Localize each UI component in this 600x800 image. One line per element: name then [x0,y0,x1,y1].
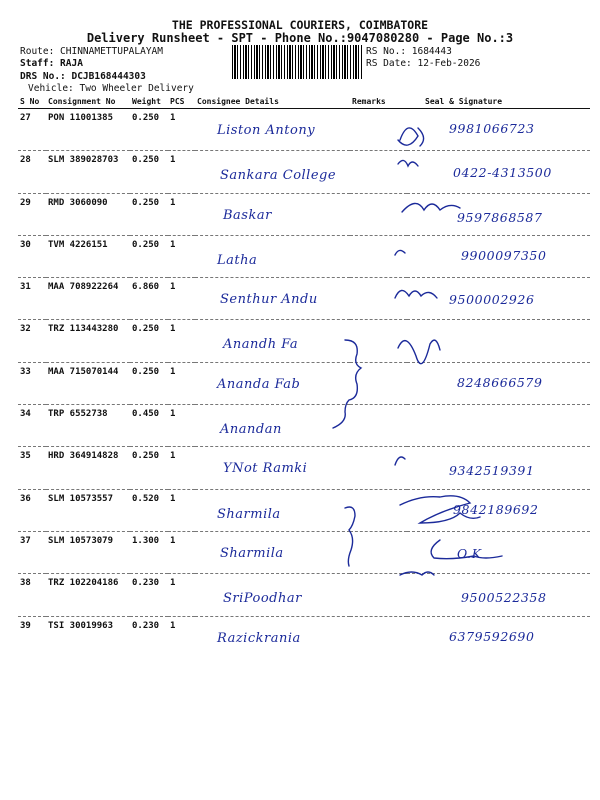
row-weight: 0.230 [132,620,160,631]
row-sno: 35 [18,447,46,489]
row-consignment-no: TRZ 102204186 [46,574,130,616]
col-remarks: Remarks [350,94,407,109]
row-seal-signature [407,405,590,447]
table-row [18,235,590,277]
row-pcs: 1 [168,193,195,235]
row-consignment-no: MAA 715070144 [46,362,130,404]
row-remarks [350,362,407,404]
row-consignee-cell [195,193,350,235]
row-pcs: 1 [168,235,195,277]
row-consignment-no: TSI 30019963 [48,620,114,631]
row-sno: 28 [18,151,46,193]
row-consignment-no: TRZ 113443280 [46,320,130,362]
row-seal-signature [407,447,590,489]
row-weight: 6.860 [130,278,168,320]
row-seal-signature [407,489,590,531]
consignee-handwritten-name: Sharmila [217,506,281,522]
row-consignee-cell [195,489,350,531]
row-remarks [350,320,407,362]
row-weight: 0.250 [130,235,168,277]
row-consignment-no: SLM 389028703 [46,151,130,193]
runsheet-subtitle: Delivery Runsheet - SPT - Phone No.:9047080280 - Page No.:3 [86,31,514,45]
row-sno: 32 [18,320,46,362]
consignee-handwritten-name: Razickrania [217,630,301,646]
consignee-handwritten-name: Sharmila [220,545,284,561]
row-consignee-cell [195,235,350,277]
row-seal-signature [407,235,590,277]
signature-phone-number: 9842189692 [453,501,539,517]
signature-phone-number: 6379592690 [449,628,535,644]
table-row [18,405,590,447]
col-seal: Seal & Signature [407,94,590,109]
row-consignee-cell [195,574,350,616]
consignee-handwritten-name: YNot Ramki [223,461,308,477]
row-consignment-no: TRP 6552738 [46,405,130,447]
row-consignee-cell [195,531,350,573]
row-pcs: 1 [168,489,195,531]
row-pcs: 1 [168,109,195,151]
table-row [18,109,590,151]
row-weight: 1.300 [130,531,168,573]
row-sno: 37 [18,531,46,573]
col-consignment: Consignment No [46,94,130,109]
row-weight: 0.250 [130,109,168,151]
row-seal-signature [407,362,590,404]
company-title: THE PROFESSIONAL COURIERS, COIMBATORE [171,18,429,32]
row-consignee-cell [195,109,350,151]
row-sno: 27 [18,109,46,151]
row-consignment-no: TVM 4226151 [46,235,130,277]
row-consignee-cell [195,362,350,404]
row-remarks [350,278,407,320]
row-seal-signature [407,151,590,193]
row-seal-signature [407,320,590,362]
row-remarks [350,235,407,277]
row-consignee-cell [195,405,350,447]
table-row [18,320,590,362]
table-row [18,489,590,531]
consignee-handwritten-name: Sankara College [220,168,337,184]
signature-phone-number: 8248666579 [457,374,543,390]
row-consignee-cell [195,320,350,362]
signature-phone-number: 9981066723 [449,121,535,136]
row-sno: 38 [18,574,46,616]
row-weight: 0.520 [130,489,168,531]
consignee-handwritten-name: Ananda Fab [217,376,301,392]
row-remarks [350,489,407,531]
rs-number: RS No.: 1684443 [366,46,452,57]
consignee-handwritten-name: Anandh Fa [223,337,299,353]
row-seal-signature [407,109,590,151]
row-consignment-no: SLM 10573557 [46,489,130,531]
row-sno: 39 [20,620,31,631]
table-row [18,616,590,658]
signature-phone-number: 9900097350 [461,247,547,263]
row-sno: 29 [18,193,46,235]
row-pcs: 1 [168,447,195,489]
row-consignee-cell [195,447,350,489]
consignee-handwritten-name: SriPoodhar [223,591,302,607]
staff-label: Staff: RAJA [20,58,83,69]
row-pcs: 1 [168,320,195,362]
row-consignment-no: SLM 10573079 [46,531,130,573]
rs-date: RS Date: 12-Feb-2026 [366,58,481,69]
table-row [18,151,590,193]
runsheet-table [18,94,590,658]
row-sno: 30 [18,235,46,277]
signature-phone-number: 9597868587 [457,209,543,225]
consignee-handwritten-name: Senthur Andu [220,292,318,308]
row-remarks [350,574,407,616]
row-weight: 0.250 [130,151,168,193]
row-seal-signature [407,193,590,235]
row-sno: 31 [18,278,46,320]
consignee-handwritten-name: Baskar [223,207,272,223]
row-pcs: 1 [168,362,195,404]
row-pcs: 1 [168,531,195,573]
row-sno: 34 [18,405,46,447]
route-label: Route: CHINNAMETTUPALAYAM [20,46,163,57]
col-sno: S No [18,94,46,109]
drs-number: DRS No.: DCJB168444303 [20,71,146,82]
row-remarks [350,109,407,151]
table-row [18,278,590,320]
table-row [18,574,590,616]
signature-phone-number: 9342519391 [449,463,535,479]
table-row [18,193,590,235]
row-remarks [350,531,407,573]
row-remarks [350,193,407,235]
row-pcs: 1 [168,151,195,193]
row-seal-signature [407,531,590,573]
row-weight: 0.250 [130,447,168,489]
row-consignee-cell [195,616,350,658]
row-weight: 0.230 [130,574,168,616]
row-remarks [350,405,407,447]
table-row [18,531,590,573]
row-consignee-cell [195,278,350,320]
row-pcs: 1 [168,574,195,616]
row-seal-signature [407,616,590,658]
table-row [18,447,590,489]
row-weight: 0.250 [130,193,168,235]
row-consignee-cell [195,151,350,193]
consignee-handwritten-name: Latha [217,252,258,268]
row-consignment-no: PON 11001385 [46,109,130,151]
row-weight: 0.250 [130,362,168,404]
signature-phone-number: O.K [457,545,482,561]
table-row [18,362,590,404]
table-header-row [18,94,590,109]
consignee-handwritten-name: Liston Antony [217,123,316,138]
signature-phone-number: 0422-4313500 [453,165,552,181]
row-weight: 0.250 [130,320,168,362]
row-pcs: 1 [170,620,176,631]
consignee-handwritten-name: Anandan [220,422,282,438]
row-seal-signature [407,574,590,616]
row-sno: 36 [18,489,46,531]
row-consignment-no: RMD 3060090 [46,193,130,235]
signature-phone-number: 9500002926 [449,292,535,308]
barcode-image [232,45,362,79]
row-consignment-no: HRD 364914828 [46,447,130,489]
row-consignment-no: MAA 708922264 [46,278,130,320]
col-pcs: PCS [168,94,195,109]
col-consignee: Consignee Details [195,94,350,109]
row-pcs: 1 [168,405,195,447]
row-weight: 0.450 [130,405,168,447]
row-remarks [350,616,407,658]
row-remarks [350,151,407,193]
row-remarks [350,447,407,489]
row-sno: 33 [18,362,46,404]
row-seal-signature [407,278,590,320]
vehicle-label: Vehicle: Two Wheeler Delivery [28,83,194,94]
col-weight: Weight [130,94,168,109]
row-pcs: 1 [168,278,195,320]
signature-phone-number: 9500522358 [461,590,547,606]
